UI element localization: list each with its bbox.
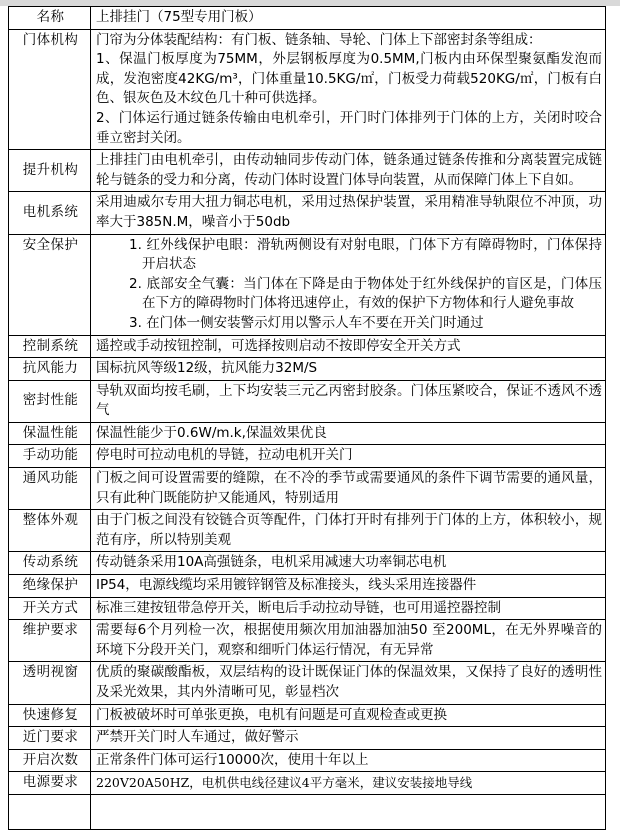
row-value-line: 标准三建按钮带急停开关，断电后手动拉动导链，也可用遥控器控制 [96,599,501,616]
row-value-line: 门板被破坏时可单张更换，电机有问题是可直观检查或更换 [96,706,447,723]
table-row-empty [9,794,606,829]
row-label: 电机系统 [9,192,91,234]
row-label: 维护要求 [9,620,91,662]
table-row [9,150,606,192]
row-label: 门体机构 [9,29,91,150]
table-row [9,445,606,468]
row-value [91,422,606,445]
row-value [91,234,606,335]
row-value-line: 传动链条采用10A高强链条，电机采用减速大功率铜芯电机 [96,554,447,571]
row-value-line: 国标抗风等级12级，抗风能力32M/S [96,360,318,377]
row-value [91,575,606,598]
table-row [9,772,606,795]
specification-sheet [8,6,605,830]
table-row [9,468,606,510]
row-value-line: 2、门体运行通过链条传输由电机牵引，开门时门体排列于门体的上方，关闭时咬合垂立密封关闭。 [96,109,602,146]
table-row [9,29,606,150]
row-label: 开关方式 [9,597,91,620]
table-row [9,422,606,445]
row-value [91,29,606,150]
row-label: 整体外观 [9,510,91,552]
row-value-line: 采用迪威尔专用大扭力铜芯电机，采用过热保护装置，采用精准导轨限位不冲顶，功率大于385N.M，噪音小于50db [96,194,602,230]
table-row [9,597,606,620]
table-row [9,575,606,598]
specification-table [8,6,606,830]
row-label: 近门要求 [9,727,91,750]
row-value-line: 门帘为分体装配结构：有门板、链条轴、导轮、门体上下部密封条等组成： [96,31,542,48]
row-value [91,192,606,234]
row-label: 电源要求 [9,772,91,795]
row-value [91,358,606,381]
row-value-line: 门板之间可设置需要的缝隙，在不冷的季节或需要通风的条件下调节需要的通风量，只有此种门既能防护又能通风，特别适用 [96,470,602,506]
row-label: 提升机构 [9,150,91,192]
row-value-line: 正常条件门体可运行10000次，使用十年以上 [96,751,369,768]
row-label: 透明视窗 [9,662,91,704]
table-row [9,7,606,30]
row-value [91,704,606,727]
table-row [9,552,606,575]
row-value [91,597,606,620]
row-value-line: 上排挂门（75型专用门板） [96,9,262,25]
row-value-line: IP54，电源线缆均采用镀锌钢管及标准接头，线头采用连接器件 [96,577,477,594]
row-label: 快速修复 [9,704,91,727]
row-value [91,794,606,829]
row-value [91,620,606,662]
row-value [91,749,606,772]
row-value [91,335,606,358]
table-row [9,749,606,772]
row-value [91,552,606,575]
table-row [9,510,606,552]
table-row [9,704,606,727]
row-value-line: 上排挂门由电机牵引，由传动轴同步传动门体，链条通过链条传推和分离装置完成链轮与链条的受力和分离，传动门体时设置门体导向装置，从而保障门体上下自如。 [96,152,602,188]
row-label: 抗风能力 [9,358,91,381]
table-row [9,662,606,704]
row-label: 安全保护 [9,234,91,335]
row-label: 绝缘保护 [9,575,91,598]
row-value [91,7,606,30]
row-value [91,510,606,552]
row-value-line: 停电时可拉动电机的导链，拉动电机开关门 [96,447,353,464]
row-value-line: 导轨双面均按毛刷，上下均安装三元乙丙密封胶条。门体压紧咬合，保证不透风不透气 [96,382,602,419]
row-label: 控制系统 [9,335,91,358]
row-value-line: 由于门板之间没有铰链合页等配件，门体打开时有排列于门体的上方，体积较小，规范有序，所以特别美观 [96,512,602,548]
table-row [9,380,606,422]
row-value-line: 优质的聚碳酸酯板，双层结构的设计既保证门体的保温效果，又保持了良好的透明性及采光效果，其内外清晰可见，彰显档次 [96,664,602,700]
row-value [91,150,606,192]
row-value [91,468,606,510]
row-label: 名称 [9,7,91,30]
row-value-line: 2. 底部安全气囊：当门体在下降是由于物体处于红外线保护的盲区是，门体压在下方的障碍物时门体将迅速停止，有效的保护下方物体和行人避免事故 [129,275,602,312]
row-value-line: 1. 红外线保护电眼：滑轨两侧设有对射电眼，门体下方有障碍物时，门体保持开启状态 [129,236,602,273]
row-value [91,445,606,468]
row-value-line: 遥控或手动按钮控制，可选择按则启动不按即停安全开关方式 [96,337,461,354]
table-row [9,192,606,234]
row-value-line: 保温性能少于0.6W/m.k,保温效果优良 [96,424,327,441]
row-value-line: 220V20A50HZ，电机供电线径建议4平方毫米，建议安装接地导线 [96,775,473,791]
row-value-line: 严禁开关门时人车通过，做好警示 [96,729,299,746]
table-body [9,7,606,830]
table-row [9,335,606,358]
row-label: 手动功能 [9,445,91,468]
table-row [9,234,606,335]
row-label: 开启次数 [9,749,91,772]
row-label: 通风功能 [9,468,91,510]
row-value [91,380,606,422]
row-value [91,662,606,704]
row-value-line: 需要每6个月列检一次，根据使用频次用加油器加油50 至200ML，在无外界噪音的环境下分段开关门，观察和细听门体运行情况，有无异常 [96,622,602,658]
row-label: 密封性能 [9,380,91,422]
table-row [9,358,606,381]
row-value [91,772,606,795]
row-label [9,794,91,829]
row-value-line: 3. 在门体一侧安装警示灯用以警示人车不要在开关门时通过 [129,314,484,331]
row-value-line: 1、保温门板厚度为75MM，外层钢板厚度为0.5MM,门板内由环保型聚氨酯发泡而成，发泡密度42KG/m³，门体重量10.5KG/㎡，门板受力荷载520KG/㎡，门板有白色、银灰色及木纹色几十种可供选择。 [96,51,602,107]
table-row [9,620,606,662]
row-label: 保温性能 [9,422,91,445]
row-label: 传动系统 [9,552,91,575]
